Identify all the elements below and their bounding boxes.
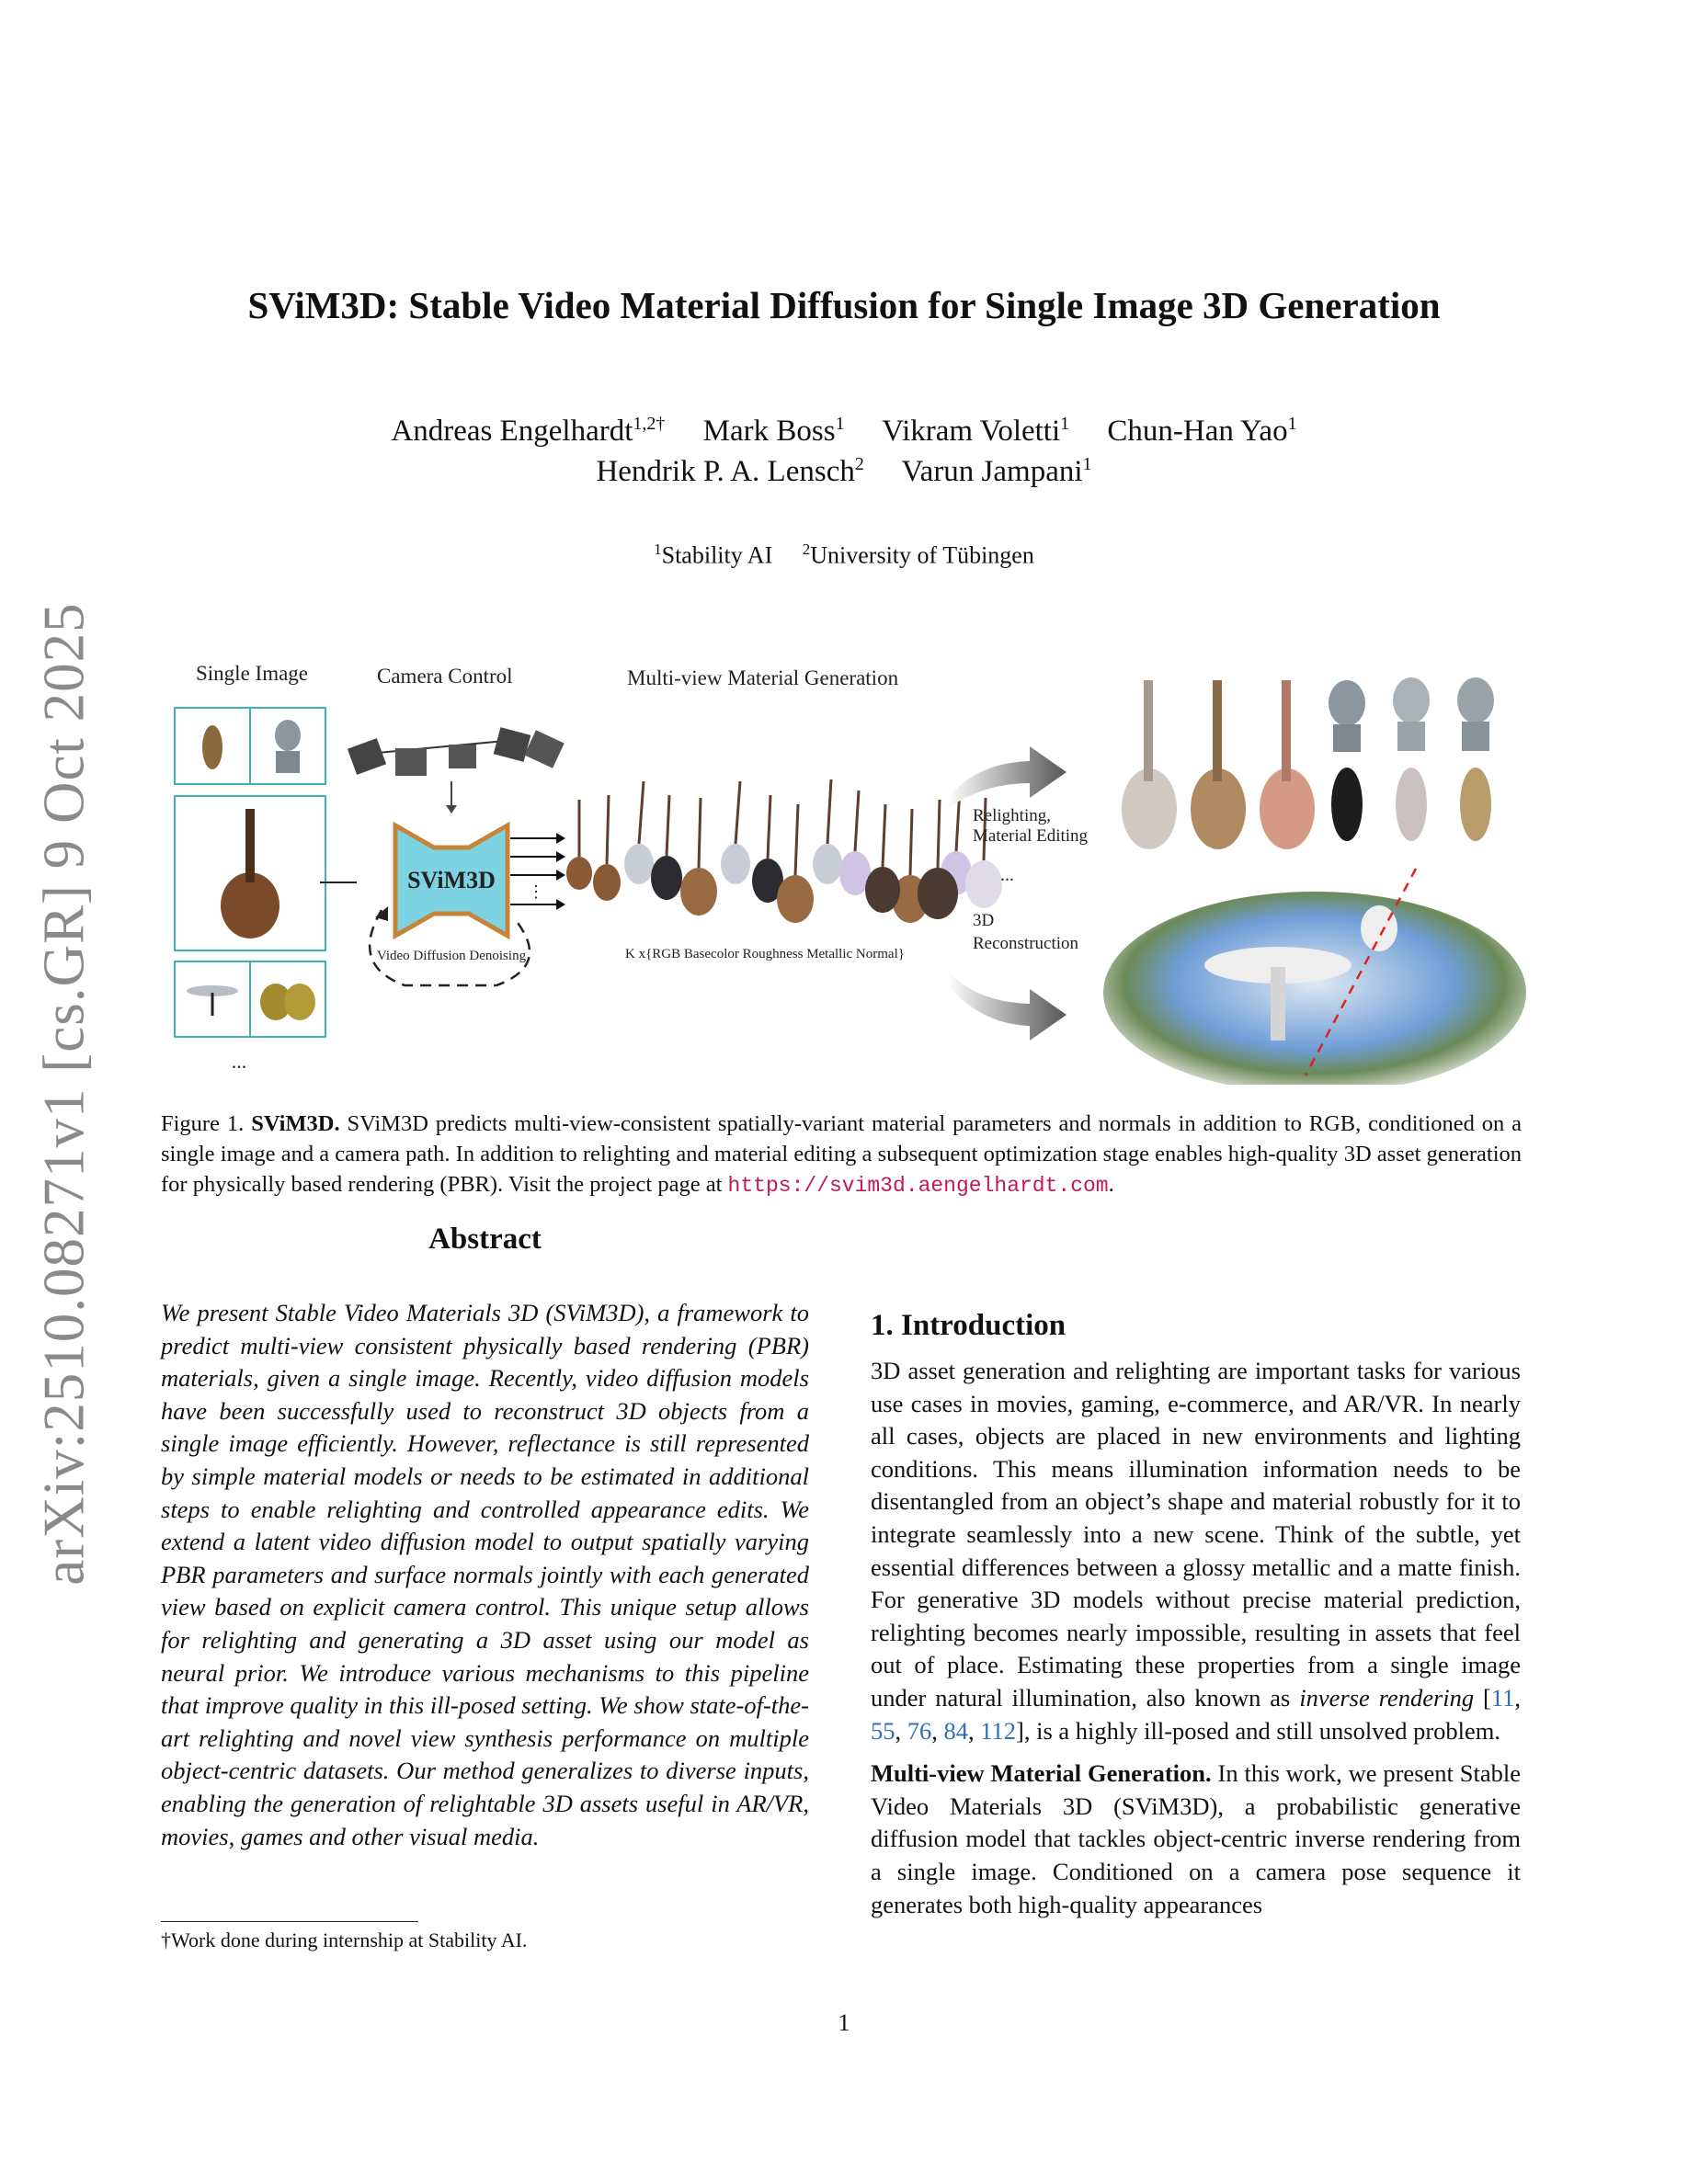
author: Varun Jampani$^1$ (901, 454, 1092, 488)
footnote-rule (161, 1921, 418, 1922)
model-block (320, 825, 565, 985)
multiview-label: Multi-view Material Generation (627, 666, 899, 689)
affiliations: $^1$Stability AI $^2$University of Tübingen (654, 540, 1034, 569)
author: Chun-Han Yao$^1$ (1107, 414, 1297, 448)
author: Mark Boss$^1$ (702, 414, 845, 448)
figure-caption: Figure 1. SViM3D. SViM3D predicts multi-view-consistent spatially-variant material parameters and normals in addition to RGB, conditioned on a single image and a camera path. In addition to relighting and material editing a subsequent optimization stage enables high-quality 3D asset generation for physically based rendering (PBR). Visit the project page at https://svim3d.aengelhardt.com. (161, 1111, 1523, 1198)
page-number: 1 (838, 2009, 850, 2036)
relit-objects (1122, 677, 1494, 849)
vertical-ellipsis: ⋮ (528, 882, 544, 901)
recon-label-2: Reconstruction (973, 934, 1079, 953)
project-link[interactable]: https://svim3d.aengelhardt.com (727, 1174, 1109, 1198)
ellipsis-2: ... (1000, 865, 1014, 885)
multiview-guitars (566, 779, 1002, 923)
citation[interactable]: 55 (871, 1716, 895, 1745)
recon-label-1: 3D (973, 911, 995, 930)
abstract-heading: Abstract (428, 1223, 542, 1256)
intro-paragraph-1: 3D asset generation and relighting are important tasks for various use cases in movies, gaming, e-commerce, and AR/VR. In nearly all cases, objects are placed in new environments and lighting conditions. This means illumination information needs to be disentangled from an object’s shape and material robustly for it to integrate seamlessly into a new scene. Think of the subtle, yet essential differences between a glossy metallic and a matte finish. For generative 3D models without precise material prediction, relighting becomes nearly impossible, resulting in assets that feel out of place. Estimating these properties from a single image under natural illumination, also known as inverse rendering [11, 55, 76, 84, 112], is a highly ill-posed and still unsolved problem. (871, 1357, 1521, 1745)
citation[interactable]: 76 (907, 1716, 932, 1745)
citation[interactable]: 11 (1490, 1683, 1515, 1712)
figure-1 (147, 643, 1545, 1085)
arxiv-id: arXiv:2510.08271v1 [cs.GR] 9 Oct 2025 (31, 602, 97, 1586)
intro-text (871, 1355, 1521, 1931)
reconstruction-scene (1103, 869, 1526, 1085)
arxiv-sidebar (18, 602, 110, 1586)
footnote: †Work done during internship at Stability AI. (161, 1928, 528, 1951)
single-image-label: Single Image (196, 662, 308, 685)
intro-heading: 1. Introduction (871, 1309, 1066, 1342)
author: Andreas Engelhardt$^{1,2\dagger}$ (391, 414, 666, 448)
authors-line-2 (0, 454, 1688, 489)
camera-control-label: Camera Control (377, 665, 513, 688)
model-label: SViM3D (407, 867, 496, 893)
abstract-text: We present Stable Video Materials 3D (SViM3D), a framework to predict multi-view consistent physically based rendering (PBR) materials, given a single image. Recently, video diffusion models have been successfully used to reconstruct 3D objects from a single image efficiently. However, reflectance is still represented by simple material models or needs to be estimated in additional steps to enable relighting and controlled appearance edits. We extend a latent video diffusion model to output spatially varying PBR parameters and surface normals jointly with each generated view based on explicit camera control. This unique setup allows for relighting and generating a 3D asset using our model as neural prior. We introduce various mechanisms to this pipeline that improve quality in this ill-posed setting. We show state-of-the-art relighting and novel view synthesis performance on multiple object-centric datasets. Our method generalizes to diverse inputs, enabling the generation of relightable 3D assets useful in AR/VR, movies, games and other visual media. (161, 1299, 809, 1850)
ellipsis: ... (231, 1050, 247, 1073)
citation[interactable]: 112 (980, 1716, 1017, 1745)
kx-label: K x{RGB Basecolor Roughness Metallic Normal} (625, 947, 905, 961)
citation[interactable]: 84 (943, 1716, 968, 1745)
intro-paragraph-2: Multi-view Material Generation. In this work, we present Stable Video Materials 3D (SViM3D), a probabilistic generative diffusion model that tackles object-centric inverse rendering from a single image. Conditioned on a camera pose sequence it generates both high-quality appearances (871, 1759, 1521, 1918)
paper-title: SViM3D: Stable Video Material Diffusion for Single Image 3D Generation (247, 284, 1441, 326)
authors-line-1 (0, 414, 1688, 449)
camera-path (348, 727, 565, 813)
denoising-label: Video Diffusion Denoising (376, 949, 527, 963)
author: Vikram Voletti$^1$ (882, 414, 1070, 448)
relighting-label-2: Material Editing (973, 826, 1089, 846)
relighting-label-1: Relighting, (973, 806, 1051, 825)
author: Hendrik P. A. Lensch$^2$ (596, 454, 864, 488)
input-thumbnails (175, 708, 325, 1037)
